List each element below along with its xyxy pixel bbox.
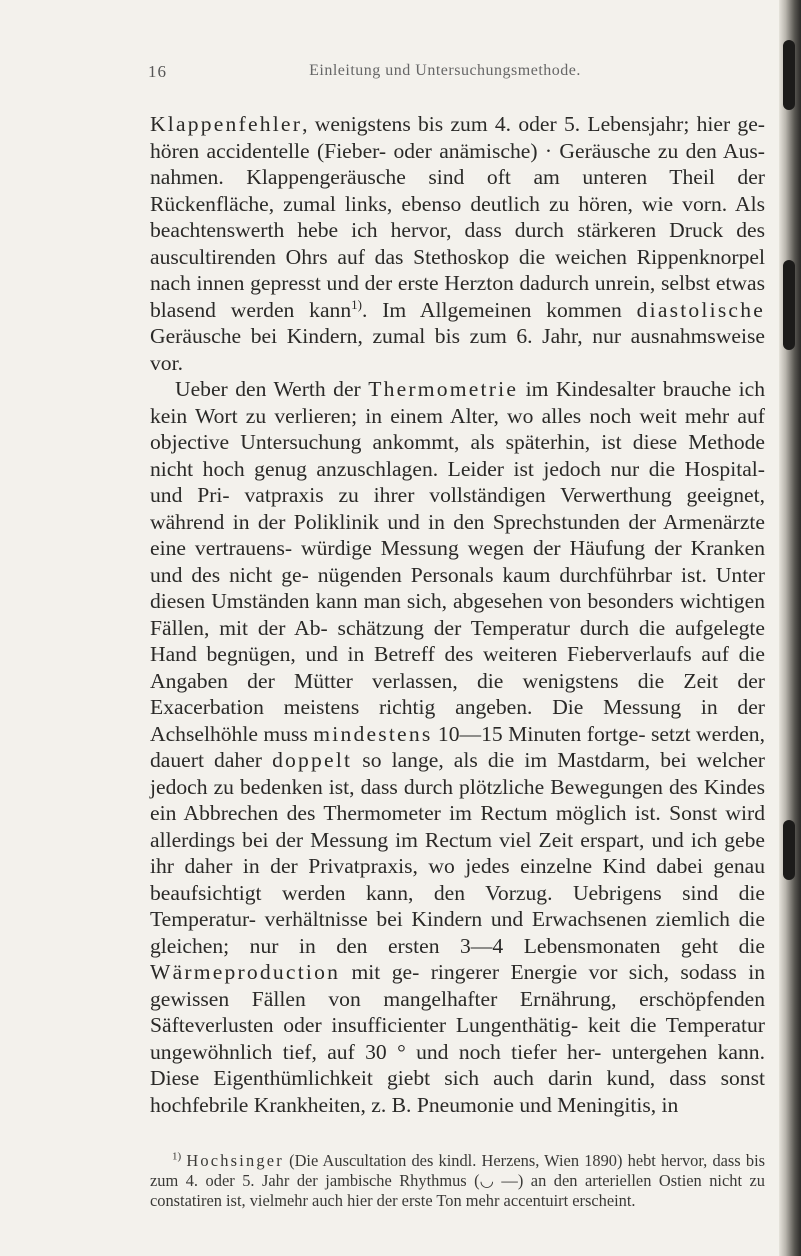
text-run: im Kindesalter brauche ich kein Wort zu verlieren; in einem Alter, wo alles noch weit mehr auf objective Untersuchung ankommt, als späterhin, ist diese Methode nicht hoch genug anzuschlagen. Leider ist jedoch nur die Hospital- und Pri- vatpraxis zu ihrer vollständigen Verwerthung geeignet, während in der Poliklinik und in den Sprechstunden der Armenärzte eine vertrauens- würdige Messung wegen der Häufung der Kranken und des nicht ge- nügenden Personals kaum durchführbar ist. Unter diesen Umständen kann man sich, abgesehen von besonders wichtigen Fällen, mit der Ab- schätzung der Temperatur durch die aufgelegte Hand begnügen, und in Betreff des weiteren Fieberverlaufs auf die Angaben der Mütter verlassen, die wenigstens die Zeit der Exacerbation meistens richtig angeben. Die Messung in der Achselhöhle muss bbox=[150, 377, 765, 746]
text-run: 10—15 Minuten fortge- setzt werden, dauert daher bbox=[150, 721, 766, 772]
text-run: so lange, als die im Mastdarm, bei welcher jedoch zu bedenken ist, dass durch plötzliche Bewegungen des Kindes ein Abbrechen des Thermometer im Rectum möglich ist. Sonst wird allerdings bei der Messung im Rectum viel Zeit erspart, und ich gebe ihr daher in der Privatpraxis, wo jedes einzelne Kind dabei genau beaufsichtigt werden kann, den Vorzug. Uebrigens sind die Temperatur- verhältnisse bei Kindern und Erwachsenen ziemlich die gleichen; nur in den ersten 3—4 Lebensmonaten geht die bbox=[150, 748, 766, 958]
paragraph bbox=[150, 376, 765, 1118]
scan-artifact bbox=[783, 40, 795, 110]
footnote-mark: 1) bbox=[172, 1150, 182, 1163]
body-text bbox=[150, 111, 765, 1118]
emphasized-term: doppelt bbox=[272, 748, 353, 772]
text-run: (Die Auscultation des kindl. Herzens, Wien 1890) hebt hervor, dass bis zum 4. oder 5. Jahr der jambische Rhythmus (◡ —) an den arteriellen Ostien nicht zu constatiren ist, vielmehr auch hier der erste Ton mehr accentuirt erscheint. bbox=[150, 1151, 766, 1210]
text-run: Ueber den Werth der bbox=[175, 377, 369, 401]
emphasized-term: Hochsinger bbox=[186, 1151, 284, 1170]
emphasized-term: Klappenfehler bbox=[150, 112, 303, 136]
footnote bbox=[150, 1151, 765, 1211]
footnote-reference: 1) bbox=[351, 296, 362, 312]
page-number: 16 bbox=[148, 62, 167, 81]
paragraph bbox=[150, 111, 765, 376]
scan-artifact bbox=[783, 820, 795, 880]
text-run: mit ge- ringerer Energie vor sich, sodass in gewissen Fällen von mangelhafter Ernährung, erschöpfenden Säfteverlusten oder insufficienter Lungenthätig- keit die Temperatur ungewöhnlich tief, auf 30 ° und noch tiefer her- untergehen kann. Diese Eigenthümlichkeit giebt sich auch darin kund, dass sonst hochfebrile Krankheiten, z. B. Pneumonie und Meningitis, in bbox=[150, 960, 765, 1117]
page-header bbox=[0, 62, 801, 92]
scan-artifact bbox=[783, 260, 795, 350]
emphasized-term: Thermometrie bbox=[368, 377, 519, 401]
emphasized-term: mindestens bbox=[313, 721, 433, 746]
text-run: Geräusche bei Kindern, zumal bis zum 6. Jahr, nur ausnahmsweise vor. bbox=[150, 324, 765, 375]
running-title: Einleitung und Untersuchungsmethode. bbox=[309, 62, 581, 79]
footnote-paragraph bbox=[150, 1151, 765, 1211]
text-run: . Im Allgemeinen kommen bbox=[362, 297, 637, 322]
text-run: , wenigstens bis zum 4. oder 5. Lebensjahr; hier ge- hören accidentelle (Fieber- oder anämische) · Geräusche zu den Aus- nahmen. Klappengeräusche sind oft am unteren Theil der Rückenfläche, zumal links, ebenso deutlich zu hören, wie vorn. Als beachtenswerth hebe ich hervor, dass durch stärkeren Druck des auscultirenden Ohrs auf das Stethoskop die weichen Rippenknorpel nach innen gepresst und der erste Herzton dadurch unrein, selbst etwas blasend werden kann bbox=[150, 112, 765, 322]
scan-edge-shadow bbox=[779, 0, 801, 1256]
emphasized-term: Wärmeproduction bbox=[150, 960, 341, 984]
emphasized-term: diastolische bbox=[636, 297, 765, 322]
